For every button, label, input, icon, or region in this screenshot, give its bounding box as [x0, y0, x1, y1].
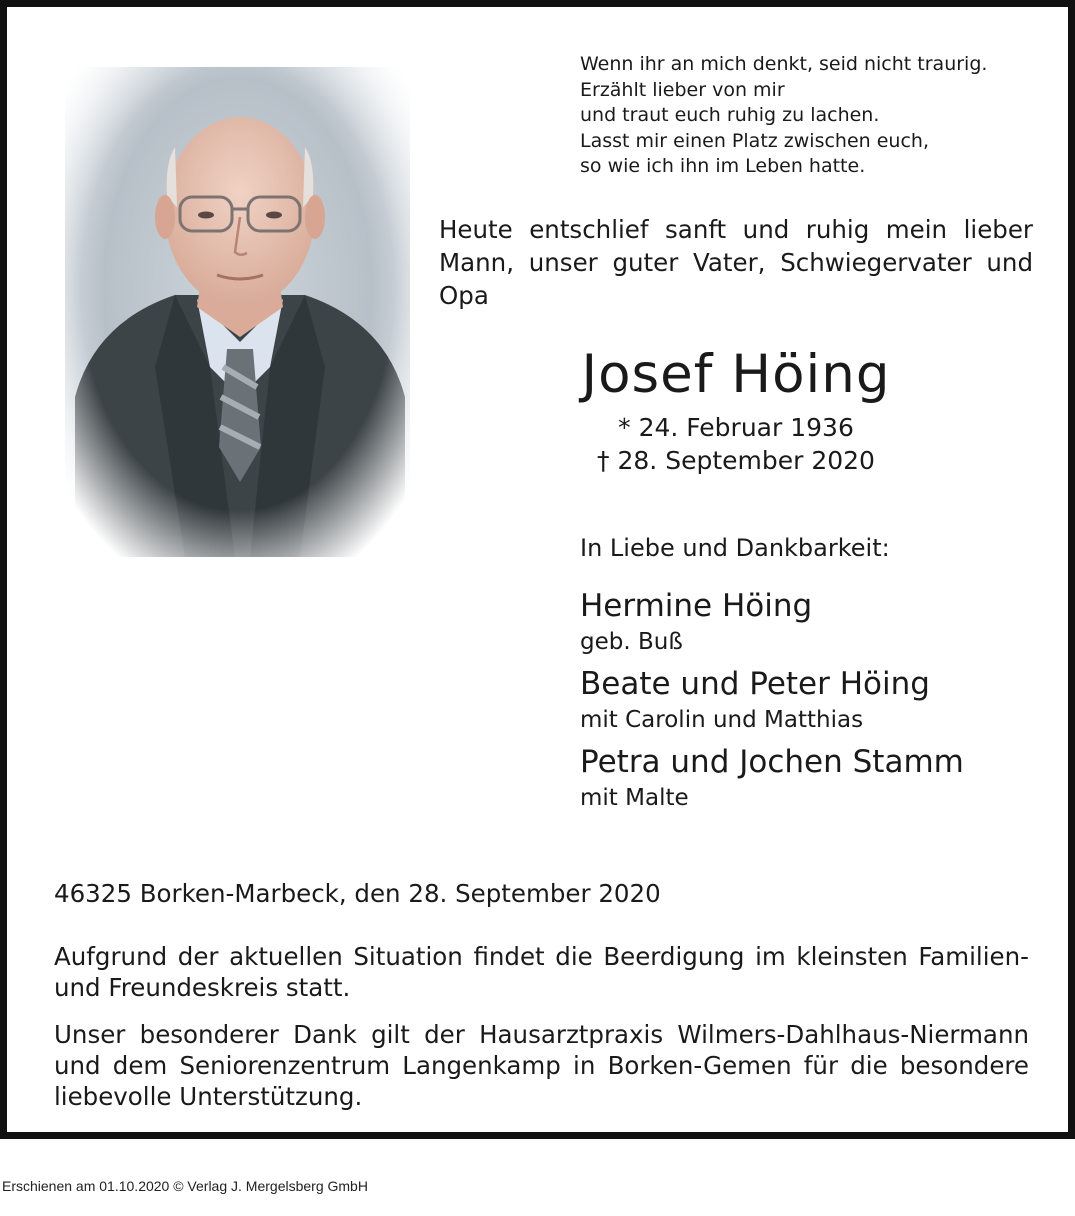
life-dates	[439, 411, 1033, 477]
family-member-sub: mit Malte	[580, 785, 689, 811]
death-date: † 28. September 2020	[597, 446, 875, 475]
place-date: 46325 Borken-Marbeck, den 28. September 2020	[54, 879, 661, 908]
family-member-name: Beate und Peter Höing	[580, 666, 930, 702]
intro-text: Heute entschlief sanft und ruhig mein lieber Mann, unser guter Vater, Schwiegervater und Opa	[439, 215, 1033, 310]
funeral-note: Aufgrund der aktuellen Situation findet die Beerdigung im kleinsten Familien- und Freundeskreis statt.	[54, 942, 1029, 1002]
portrait-photo	[65, 67, 410, 557]
poem-line: und traut euch ruhig zu lachen.	[580, 104, 880, 126]
family-member-sub: geb. Buß	[580, 629, 683, 655]
deceased-name: Josef Höing	[581, 344, 891, 405]
poem-line: Lasst mir einen Platz zwischen euch,	[580, 129, 929, 152]
family-list	[580, 584, 1050, 818]
poem-line: Wenn ihr an mich denkt, seid nicht traurig.	[580, 53, 988, 75]
publication-footer: Erschienen am 01.10.2020 © Verlag J. Mergelsberg GmbH	[2, 1178, 368, 1194]
family-member	[580, 740, 1050, 812]
family-member-name: Hermine Höing	[580, 588, 813, 624]
poem-line: Erzählt lieber von mir	[580, 78, 785, 101]
family-member-sub: mit Carolin und Matthias	[580, 707, 864, 733]
birth-date: * 24. Februar 1936	[618, 413, 854, 442]
thanks-heading: In Liebe und Dankbarkeit:	[580, 534, 890, 562]
family-member-name: Petra und Jochen Stamm	[580, 744, 964, 780]
poem-line: so wie ich ihn im Leben hatte.	[580, 155, 866, 177]
family-member	[580, 584, 1050, 656]
family-member	[580, 662, 1050, 734]
thanks-note: Unser besonderer Dank gilt der Hausarztpraxis Wilmers-Dahlhaus-Niermann und dem Seniorenzentrum Langenkamp in Borken-Gemen für die besondere liebevolle Unterstützung.	[54, 1020, 1029, 1111]
poem	[580, 52, 1060, 180]
